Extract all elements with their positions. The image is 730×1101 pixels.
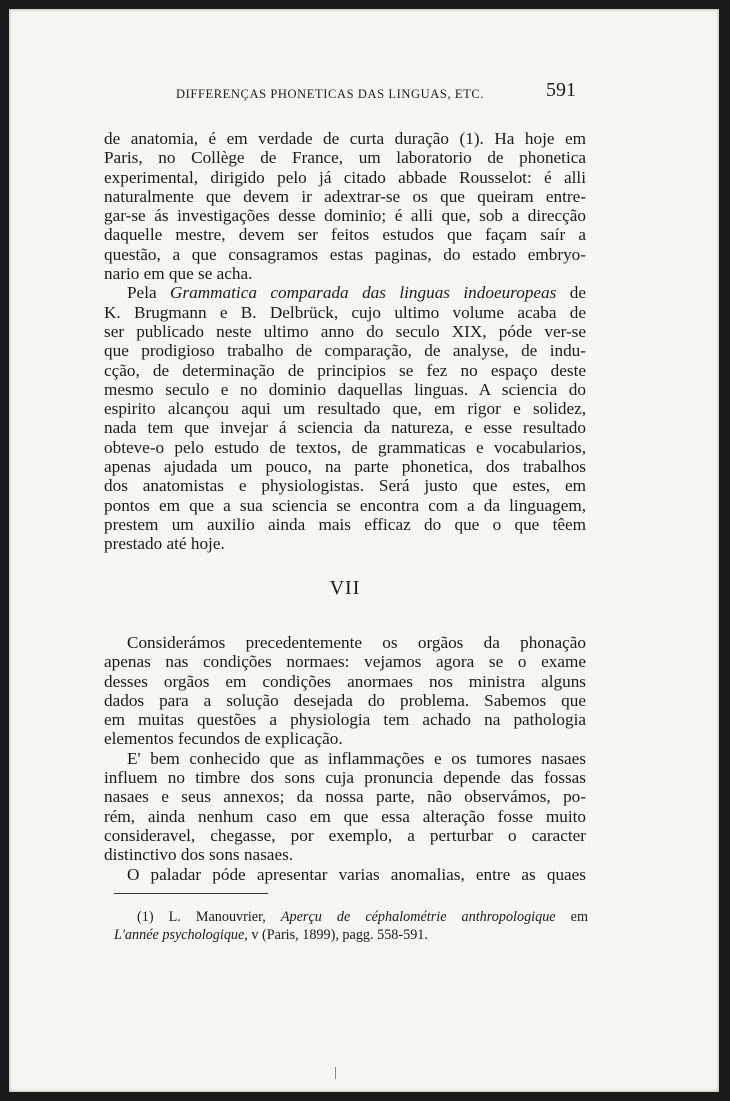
text-fragment: em [555,909,588,925]
text-line: apenas ajudada um pouco, na parte phonetica, dos trabalhos [104,457,586,477]
text-line: questão, a que consagramos estas paginas, do estado embryo- [104,244,586,264]
text-line: dos anatomistas e physiologistas. Será justo que estes, em [104,476,586,496]
text-line: prestado até hoje. [104,534,225,554]
footnote [114,908,588,944]
text-line: influem no timbre dos sons cuja pronuncia depende das fossas [104,768,586,788]
footnote-title-2: L'année psychologique [114,927,245,943]
footnote-marker: (1) L. Manouvrier, [137,909,281,925]
section-heading: VII [329,577,361,599]
footnote-line [114,908,588,926]
text-line: Paris, no Collège de France, um laboratorio de phonetica [104,148,586,168]
footnote-line [114,926,588,944]
text-line: espirito alcançou aqui um resultado que, em rigor e solidez, [104,399,586,419]
body-text [104,129,586,884]
text-line: consideravel, chegasse, por exemplo, a perturbar o caracter [104,825,586,845]
book-title: Grammatica comparada das linguas indoeuropeas [170,283,557,303]
text-fragment: de [556,283,586,303]
page-header [9,79,719,109]
text-line: nada tem que invejar á sciencia da natureza, e esse resultado [104,418,586,438]
text-line: cção, de determinação de principios se fez no espaço deste [104,360,586,380]
text-line: naturalmente que devem ir adextrar-se os que queiram entre- [104,186,586,206]
text-line: rém, ainda nenhum caso em que essa alteração fosse muito [104,806,586,826]
text-line: dados para a solução desejada do problema. Sabemos que [104,690,586,710]
text-line: mesmo seculo e no dominio daquellas linguas. A sciencia do [104,379,586,399]
text-line: nasaes e seus annexos; da nossa parte, não observámos, po- [104,787,586,807]
text-line: E' bem conhecido que as inflammações e os tumores nasaes [127,748,586,768]
text-line: apenas nas condições normaes: vejamos agora se o exame [104,652,586,672]
text-fragment: , v (Paris, 1899), pagg. 558-591. [244,927,428,943]
paragraph-5 [104,865,586,884]
text-line: gar-se ás investigações desse dominio; é alli que, sob a direcção [104,206,586,226]
text-line: prestem um auxilio ainda mais efficaz do que o que têem [104,514,586,534]
text-line: K. Brugmann e B. Delbrück, cujo ultimo volume acaba de [104,302,586,322]
text-line: pontos em que a sua sciencia se encontra com a da linguagem, [104,495,586,515]
section-body [104,633,586,884]
text-line: distinctivo dos sons nasaes. [104,845,294,865]
text-line: em muitas questões a physiologia tem achado na pathologia [104,710,586,730]
text-line: obteve-o pelo estudo de textos, de grammaticas e vocabularios, [104,437,586,457]
text-line: experimental, dirigido pelo já citado abbade Rousselot: é alli [104,167,586,187]
book-page [9,9,719,1092]
paragraph-4 [104,749,586,865]
text-line: O paladar póde apresentar varias anomalias, entre as quaes [127,864,586,884]
text-line: de anatomia, é em verdade de curta duração (1). Ha hoje em [104,129,586,148]
text-line: elementos fecundos de explicação. [104,729,343,749]
paragraph-1 [104,129,586,283]
footnote-title-1: Aperçu de céphalométrie anthropologique [280,909,556,925]
footnote-rule [114,893,268,894]
text-line: nario em que se acha. [104,264,253,284]
print-mark [335,1067,336,1079]
page-number: 591 [546,79,576,101]
paragraph-3 [104,633,586,749]
text-fragment: Pela [127,283,171,303]
paragraph-2 [104,283,586,553]
running-title: DIFFERENÇAS PHONETICAS DAS LINGUAS, ETC. [176,87,485,101]
text-line [104,283,586,302]
text-line: ser publicado neste ultimo anno do seculo XIX, póde ver-se [104,321,586,341]
text-line: desses orgãos em condições anormaes nos ministra alguns [104,671,586,691]
text-line: daquelle mestre, devem ser feitos estudos que façam saír a [104,225,586,245]
text-line: Considerámos precedentemente os orgãos da phonação [127,633,586,652]
text-line: que prodigioso trabalho de comparação, de analyse, de indu- [104,341,586,361]
